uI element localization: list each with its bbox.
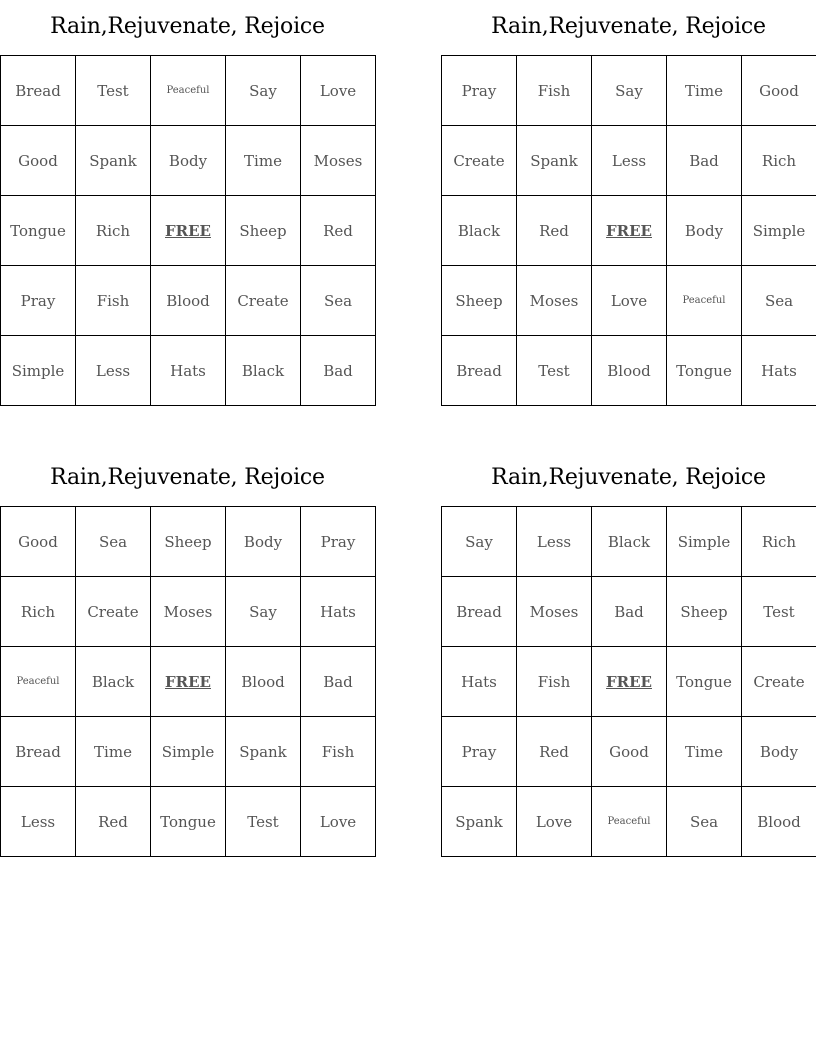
word-cell: Good xyxy=(1,507,76,577)
bingo-grid xyxy=(441,506,816,857)
word-cell: Body xyxy=(151,126,226,196)
word-cell: Bad xyxy=(301,647,376,717)
word-cell: Spank xyxy=(226,717,301,787)
free-space-cell: FREE xyxy=(592,647,667,717)
word-cell: Pray xyxy=(442,717,517,787)
free-space-cell: FREE xyxy=(151,196,226,266)
word-cell: Time xyxy=(667,56,742,126)
word-cell: Peaceful xyxy=(592,787,667,857)
word-cell: Peaceful xyxy=(151,56,226,126)
word-cell: Pray xyxy=(442,56,517,126)
word-cell: Pray xyxy=(1,266,76,336)
word-cell: Bread xyxy=(1,717,76,787)
word-cell: Bread xyxy=(1,56,76,126)
word-cell: Bread xyxy=(442,577,517,647)
word-cell: Create xyxy=(742,647,816,717)
grid-row xyxy=(442,196,816,266)
bingo-card-1 xyxy=(0,0,375,406)
word-cell: Black xyxy=(226,336,301,406)
word-cell: Simple xyxy=(151,717,226,787)
word-cell: Hats xyxy=(442,647,517,717)
word-cell: Simple xyxy=(742,196,816,266)
word-cell: Moses xyxy=(517,266,592,336)
word-cell: Time xyxy=(226,126,301,196)
free-space-cell: FREE xyxy=(592,196,667,266)
grid-row xyxy=(1,196,376,266)
word-cell: Tongue xyxy=(667,336,742,406)
word-cell: Rich xyxy=(742,126,816,196)
word-cell: Hats xyxy=(151,336,226,406)
word-cell: Moses xyxy=(517,577,592,647)
word-cell: Bad xyxy=(667,126,742,196)
word-cell: Rich xyxy=(742,507,816,577)
word-cell: Create xyxy=(442,126,517,196)
word-cell: Simple xyxy=(1,336,76,406)
bingo-grid xyxy=(0,55,376,406)
word-cell: Less xyxy=(76,336,151,406)
bingo-card-4 xyxy=(441,451,816,857)
word-cell: Sheep xyxy=(442,266,517,336)
word-cell: Rich xyxy=(1,577,76,647)
word-cell: Good xyxy=(1,126,76,196)
word-cell: Say xyxy=(226,577,301,647)
word-cell: Body xyxy=(667,196,742,266)
word-cell: Fish xyxy=(517,56,592,126)
word-cell: Say xyxy=(226,56,301,126)
word-cell: Test xyxy=(76,56,151,126)
grid-row xyxy=(1,647,376,717)
word-cell: Sheep xyxy=(226,196,301,266)
word-cell: Fish xyxy=(76,266,151,336)
word-cell: Blood xyxy=(151,266,226,336)
word-cell: Less xyxy=(517,507,592,577)
word-cell: Spank xyxy=(76,126,151,196)
grid-row xyxy=(442,266,816,336)
grid-row xyxy=(1,577,376,647)
card-title: Rain,Rejuvenate, Rejoice xyxy=(50,465,325,490)
card-title: Rain,Rejuvenate, Rejoice xyxy=(491,14,766,39)
word-cell: Red xyxy=(517,196,592,266)
word-cell: Bad xyxy=(301,336,376,406)
word-cell: Time xyxy=(76,717,151,787)
word-cell: Love xyxy=(301,787,376,857)
word-cell: Test xyxy=(517,336,592,406)
word-cell: Sea xyxy=(301,266,376,336)
word-cell: Body xyxy=(226,507,301,577)
word-cell: Pray xyxy=(301,507,376,577)
word-cell: Time xyxy=(667,717,742,787)
word-cell: Good xyxy=(592,717,667,787)
bingo-card-3 xyxy=(0,451,375,857)
grid-row xyxy=(1,507,376,577)
word-cell: Tongue xyxy=(151,787,226,857)
word-cell: Say xyxy=(592,56,667,126)
word-cell: Hats xyxy=(742,336,816,406)
word-cell: Create xyxy=(226,266,301,336)
grid-row xyxy=(442,717,816,787)
word-cell: Sea xyxy=(742,266,816,336)
word-cell: Red xyxy=(76,787,151,857)
word-cell: Fish xyxy=(301,717,376,787)
bingo-grid xyxy=(0,506,376,857)
free-space-cell: FREE xyxy=(151,647,226,717)
word-cell: Black xyxy=(76,647,151,717)
word-cell: Body xyxy=(742,717,816,787)
word-cell: Sea xyxy=(667,787,742,857)
word-cell: Hats xyxy=(301,577,376,647)
word-cell: Fish xyxy=(517,647,592,717)
grid-row xyxy=(1,126,376,196)
word-cell: Red xyxy=(517,717,592,787)
word-cell: Love xyxy=(301,56,376,126)
bingo-card-2 xyxy=(441,0,816,406)
word-cell: Red xyxy=(301,196,376,266)
word-cell: Blood xyxy=(592,336,667,406)
word-cell: Sheep xyxy=(151,507,226,577)
word-cell: Sheep xyxy=(667,577,742,647)
word-cell: Test xyxy=(226,787,301,857)
card-title: Rain,Rejuvenate, Rejoice xyxy=(50,14,325,39)
word-cell: Peaceful xyxy=(667,266,742,336)
grid-row xyxy=(442,56,816,126)
grid-row xyxy=(1,787,376,857)
word-cell: Sea xyxy=(76,507,151,577)
grid-row xyxy=(442,507,816,577)
grid-row xyxy=(1,336,376,406)
word-cell: Blood xyxy=(226,647,301,717)
word-cell: Black xyxy=(592,507,667,577)
word-cell: Tongue xyxy=(1,196,76,266)
grid-row xyxy=(442,336,816,406)
grid-row xyxy=(1,266,376,336)
grid-row xyxy=(442,787,816,857)
word-cell: Black xyxy=(442,196,517,266)
word-cell: Love xyxy=(517,787,592,857)
word-cell: Less xyxy=(592,126,667,196)
word-cell: Spank xyxy=(517,126,592,196)
word-cell: Spank xyxy=(442,787,517,857)
word-cell: Blood xyxy=(742,787,816,857)
grid-row xyxy=(1,56,376,126)
grid-row xyxy=(442,577,816,647)
word-cell: Tongue xyxy=(667,647,742,717)
word-cell: Create xyxy=(76,577,151,647)
word-cell: Peaceful xyxy=(1,647,76,717)
grid-row xyxy=(442,647,816,717)
word-cell: Rich xyxy=(76,196,151,266)
card-title: Rain,Rejuvenate, Rejoice xyxy=(491,465,766,490)
word-cell: Bad xyxy=(592,577,667,647)
grid-row xyxy=(1,717,376,787)
bingo-grid xyxy=(441,55,816,406)
word-cell: Love xyxy=(592,266,667,336)
word-cell: Test xyxy=(742,577,816,647)
word-cell: Less xyxy=(1,787,76,857)
word-cell: Bread xyxy=(442,336,517,406)
grid-row xyxy=(442,126,816,196)
word-cell: Simple xyxy=(667,507,742,577)
word-cell: Say xyxy=(442,507,517,577)
word-cell: Moses xyxy=(301,126,376,196)
word-cell: Good xyxy=(742,56,816,126)
word-cell: Moses xyxy=(151,577,226,647)
